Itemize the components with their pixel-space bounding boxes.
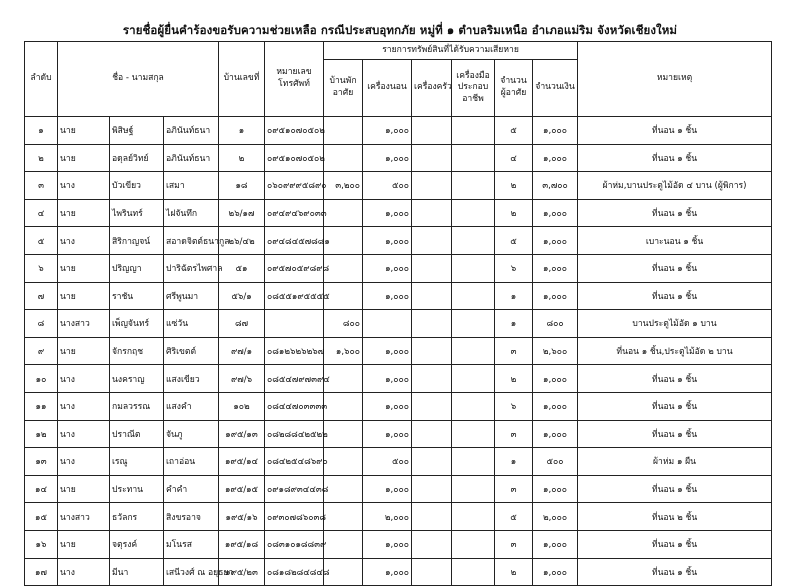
tools-damage — [452, 475, 495, 503]
bedding-damage: ๑,๐๐๐ — [363, 392, 412, 420]
header-remark: หมายเหตุ — [578, 42, 772, 117]
amount-value: ๑,๐๐๐ — [533, 144, 578, 172]
row-number: ๖ — [25, 254, 58, 282]
name-prefix: นาย — [58, 475, 110, 503]
first-name: อดุลย์วิทย์ — [110, 144, 164, 172]
name-prefix: นาง — [58, 172, 110, 200]
kitchen-damage — [412, 503, 452, 531]
remark: ที่นอน ๑ ชิ้น — [578, 117, 772, 145]
header-bedding: เครื่องนอน — [363, 60, 412, 117]
row-number: ๗ — [25, 282, 58, 310]
resident-count: ๓ — [495, 337, 533, 365]
row-number: ๑ — [25, 117, 58, 145]
kitchen-damage — [412, 227, 452, 255]
header-phone — [265, 42, 324, 117]
house-number: ๑๙๕/๑๕ — [219, 475, 265, 503]
amount-value: ๒,๖๐๐ — [533, 337, 578, 365]
phone-number: ๐๘๓๑๐๑๘๘๓๙ — [265, 530, 324, 558]
first-name: ธวัลกร — [110, 503, 164, 531]
last-name: ไฝจันทึก — [164, 199, 219, 227]
amount-value: ๓,๗๐๐ — [533, 172, 578, 200]
header-tools — [452, 60, 495, 117]
resident-count: ๖ — [495, 392, 533, 420]
name-prefix: นาง — [58, 448, 110, 476]
header-tools-line2: ประกอบ — [457, 82, 489, 93]
table-row — [25, 172, 772, 200]
remark: ที่นอน ๑ ชิ้น — [578, 475, 772, 503]
amount-value: ๑,๐๐๐ — [533, 254, 578, 282]
bedding-damage: ๑,๐๐๐ — [363, 227, 412, 255]
resident-count: ๒ — [495, 558, 533, 586]
kitchen-damage — [412, 337, 452, 365]
tools-damage — [452, 558, 495, 586]
remark: ที่นอน ๑ ชิ้น — [578, 365, 772, 393]
bedding-damage: ๕๐๐ — [363, 172, 412, 200]
table-row — [25, 365, 772, 393]
bedding-damage: ๑,๐๐๐ — [363, 254, 412, 282]
resident-count: ๑ — [495, 310, 533, 338]
last-name: เถาอ่อน — [164, 448, 219, 476]
tools-damage — [452, 144, 495, 172]
resident-count: ๔ — [495, 144, 533, 172]
tools-damage — [452, 254, 495, 282]
name-prefix: นาย — [58, 199, 110, 227]
remark: ที่นอน ๒ ชิ้น — [578, 503, 772, 531]
first-name: มีนา — [110, 558, 164, 586]
amount-value: ๑,๐๐๐ — [533, 365, 578, 393]
bedding-damage: ๕๐๐ — [363, 448, 412, 476]
house-number: ๒ — [219, 144, 265, 172]
row-number: ๓ — [25, 172, 58, 200]
house-number: ๙๗/๖ — [219, 365, 265, 393]
table-row — [25, 503, 772, 531]
kitchen-damage — [412, 448, 452, 476]
amount-value: ๑,๐๐๐ — [533, 392, 578, 420]
first-name: ปราณีต — [110, 420, 164, 448]
first-name: พิสิษฐ์ — [110, 117, 164, 145]
phone-number: ๐๙๕๑๐๗๐๕๐๒ — [265, 144, 324, 172]
phone-number: ๐๘๔๒๕๔๘๖๙๐ — [265, 448, 324, 476]
phone-number: ๐๘๔๔๗๐๓๓๓๓ — [265, 392, 324, 420]
table-row — [25, 337, 772, 365]
amount-value: ๒,๐๐๐ — [533, 503, 578, 531]
table-row — [25, 558, 772, 586]
table-row — [25, 254, 772, 282]
resident-count: ๑ — [495, 282, 533, 310]
header-house-no: บ้านเลขที่ — [219, 42, 265, 117]
row-number: ๑๓ — [25, 448, 58, 476]
table-row — [25, 310, 772, 338]
phone-number: ๐๙๓๐๗๘๖๐๓๘ — [265, 503, 324, 531]
last-name: ศรีพูนมา — [164, 282, 219, 310]
residence-damage — [324, 448, 363, 476]
remark: ที่นอน ๑ ชิ้น — [578, 392, 772, 420]
header-kitchen: เครื่องครัว — [412, 60, 452, 117]
house-number: ๑๙๕/๒๓ — [219, 558, 265, 586]
header-amount: จำนวนเงิน — [533, 60, 578, 117]
phone-number: ๐๘๑๘๒๘๔๘๔๘ — [265, 558, 324, 586]
last-name: อภินันท์ธนา — [164, 117, 219, 145]
residence-damage: ๓,๒๐๐ — [324, 172, 363, 200]
house-number: ๘๗ — [219, 310, 265, 338]
table-row — [25, 475, 772, 503]
phone-number: ๐๙๕๑๐๗๐๕๐๒ — [265, 117, 324, 145]
tools-damage — [452, 448, 495, 476]
first-name: เรณู — [110, 448, 164, 476]
bedding-damage: ๑,๐๐๐ — [363, 199, 412, 227]
amount-value: ๑,๐๐๐ — [533, 475, 578, 503]
row-number: ๑๔ — [25, 475, 58, 503]
tools-damage — [452, 530, 495, 558]
first-name: เพ็ญจันทร์ — [110, 310, 164, 338]
name-prefix: นาย — [58, 254, 110, 282]
kitchen-damage — [412, 365, 452, 393]
header-phone-line2: โทรศัพท์ — [278, 79, 310, 89]
header-damage-group: รายการทรัพย์สินที่ได้รับความเสียหาย — [324, 42, 578, 60]
house-number: ๕๑ — [219, 254, 265, 282]
amount-value: ๕๐๐ — [533, 448, 578, 476]
last-name: แสงคำ — [164, 392, 219, 420]
bedding-damage — [363, 310, 412, 338]
kitchen-damage — [412, 530, 452, 558]
name-prefix: นาย — [58, 144, 110, 172]
residence-damage — [324, 144, 363, 172]
header-tools-line1: เครื่องมือ — [456, 70, 490, 81]
remark: ผ้าห่ม ๑ ผืน — [578, 448, 772, 476]
residence-damage — [324, 254, 363, 282]
amount-value: ๑,๐๐๐ — [533, 530, 578, 558]
header-people-line1: จำนวน — [500, 76, 527, 87]
row-number: ๘ — [25, 310, 58, 338]
tools-damage — [452, 365, 495, 393]
first-name: สิริกาญจน์ — [110, 227, 164, 255]
phone-number: ๐๙๔๘๔๕๗๘๘๑ — [265, 227, 324, 255]
name-prefix: นาง — [58, 227, 110, 255]
row-number: ๔ — [25, 199, 58, 227]
kitchen-damage — [412, 144, 452, 172]
row-number: ๑๕ — [25, 503, 58, 531]
kitchen-damage — [412, 310, 452, 338]
house-number: ๒๖/๑๗ — [219, 199, 265, 227]
resident-count: ๓ — [495, 420, 533, 448]
last-name: เสนีวงศ์ ณ อยุธยา — [164, 558, 219, 586]
residence-damage — [324, 117, 363, 145]
resident-count: ๖ — [495, 254, 533, 282]
remark: ที่นอน ๑ ชิ้น — [578, 558, 772, 586]
table-row — [25, 117, 772, 145]
bedding-damage: ๑,๐๐๐ — [363, 558, 412, 586]
phone-number: ๐๘๕๕๑๙๕๕๕๕ — [265, 282, 324, 310]
row-number: ๑๖ — [25, 530, 58, 558]
header-people-line2: ผู้อาศัย — [500, 88, 527, 98]
header-people — [495, 60, 533, 117]
bedding-damage: ๑,๐๐๐ — [363, 420, 412, 448]
name-prefix: นาง — [58, 365, 110, 393]
house-number: ๑๐๒ — [219, 392, 265, 420]
phone-number: ๐๙๔๙๔๖๙๐๓๓ — [265, 199, 324, 227]
kitchen-damage — [412, 254, 452, 282]
amount-value: ๑,๐๐๐ — [533, 199, 578, 227]
remark: บานประตูไม้อัด ๑ บาน — [578, 310, 772, 338]
tools-damage — [452, 117, 495, 145]
table-row — [25, 199, 772, 227]
header-phone-line1: หมายเลข — [276, 67, 312, 78]
amount-value: ๑,๐๐๐ — [533, 420, 578, 448]
last-name: เสมา — [164, 172, 219, 200]
first-name: ไพรินทร์ — [110, 199, 164, 227]
remark: ที่นอน ๑ ชิ้น — [578, 254, 772, 282]
remark: ที่นอน ๑ ชิ้น — [578, 420, 772, 448]
house-number: ๑๘ — [219, 172, 265, 200]
last-name: สอาดจิตต์ธนากูล — [164, 227, 219, 255]
house-number: ๑๙๕/๑๓ — [219, 420, 265, 448]
last-name: แซ่วัน — [164, 310, 219, 338]
first-name: จตุรงค์ — [110, 530, 164, 558]
tools-damage — [452, 227, 495, 255]
header-residence-line2: อาศัย — [332, 88, 354, 98]
remark: เบาะนอน ๑ ชิ้น — [578, 227, 772, 255]
row-number: ๕ — [25, 227, 58, 255]
table-row — [25, 420, 772, 448]
table-row — [25, 530, 772, 558]
kitchen-damage — [412, 475, 452, 503]
table-row — [25, 448, 772, 476]
row-number: ๒ — [25, 144, 58, 172]
bedding-damage: ๑,๐๐๐ — [363, 282, 412, 310]
bedding-damage: ๑,๐๐๐ — [363, 530, 412, 558]
kitchen-damage — [412, 172, 452, 200]
residence-damage: ๘๐๐ — [324, 310, 363, 338]
house-number: ๒๖/๔๒ — [219, 227, 265, 255]
amount-value: ๑,๐๐๐ — [533, 558, 578, 586]
resident-count: ๕ — [495, 117, 533, 145]
name-prefix: นาง — [58, 392, 110, 420]
remark: ที่นอน ๑ ชิ้น — [578, 282, 772, 310]
name-prefix: นาย — [58, 117, 110, 145]
tools-damage — [452, 392, 495, 420]
residence-damage — [324, 392, 363, 420]
name-prefix: นาง — [58, 558, 110, 586]
kitchen-damage — [412, 282, 452, 310]
phone-number: ๐๙๑๘๙๓๔๔๓๘ — [265, 475, 324, 503]
bedding-damage: ๑,๐๐๐ — [363, 475, 412, 503]
amount-value: ๑,๐๐๐ — [533, 117, 578, 145]
tools-damage — [452, 282, 495, 310]
kitchen-damage — [412, 199, 452, 227]
last-name: มโนรส — [164, 530, 219, 558]
last-name: อภินันท์ธนา — [164, 144, 219, 172]
first-name: ปริญญา — [110, 254, 164, 282]
header-tools-line3: อาชีพ — [462, 93, 484, 104]
resident-count: ๕ — [495, 503, 533, 531]
table-row — [25, 144, 772, 172]
name-prefix: นาย — [58, 337, 110, 365]
tools-damage — [452, 199, 495, 227]
kitchen-damage — [412, 392, 452, 420]
name-prefix: นาย — [58, 282, 110, 310]
last-name: จันภู — [164, 420, 219, 448]
tools-damage — [452, 503, 495, 531]
residence-damage — [324, 503, 363, 531]
header-name: ชื่อ - นามสกุล — [58, 42, 219, 117]
remark: ที่นอน ๑ ชิ้น — [578, 530, 772, 558]
document-title: รายชื่อผู้ยื่นคำร้องขอรับความช่วยเหลือ กรณีประสบอุทกภัย หมู่ที่ ๑ ตำบลริมเหนือ อำเภอแม่ริม จังหวัดเชียงใหม่ — [122, 23, 678, 37]
house-number: ๙๗/๑ — [219, 337, 265, 365]
remark: ที่นอน ๑ ชิ้น — [578, 199, 772, 227]
phone-number: ๐๖๐๙๙๙๕๘๙๐ — [265, 172, 324, 200]
tools-damage — [452, 420, 495, 448]
first-name: ประทาน — [110, 475, 164, 503]
aid-request-table — [24, 41, 772, 586]
phone-number: ๐๙๕๗๐๕๙๘๙๘ — [265, 254, 324, 282]
first-name: นงคราญ — [110, 365, 164, 393]
table-body — [25, 117, 772, 586]
resident-count: ๓ — [495, 530, 533, 558]
name-prefix: นางสาว — [58, 310, 110, 338]
header-no: ลำดับ — [25, 42, 58, 117]
name-prefix: นางสาว — [58, 503, 110, 531]
header-residence — [324, 60, 363, 117]
bedding-damage: ๑,๐๐๐ — [363, 365, 412, 393]
first-name: ราชัน — [110, 282, 164, 310]
resident-count: ๒ — [495, 199, 533, 227]
resident-count: ๓ — [495, 475, 533, 503]
row-number: ๑๗ — [25, 558, 58, 586]
resident-count: ๑ — [495, 448, 533, 476]
table-row — [25, 392, 772, 420]
phone-number — [265, 310, 324, 338]
tools-damage — [452, 172, 495, 200]
phone-number: ๐๘๒๘๘๔๒๕๒๒ — [265, 420, 324, 448]
first-name: กมลวรรณ — [110, 392, 164, 420]
remark: ผ้าห่ม,บานประตูไม้อัด ๔ บาน (ผู้พิการ) — [578, 172, 772, 200]
house-number: ๑๙๕/๑๘ — [219, 530, 265, 558]
row-number: ๑๒ — [25, 420, 58, 448]
remark: ที่นอน ๑ ชิ้น — [578, 144, 772, 172]
house-number: ๑๙๕/๑๖ — [219, 503, 265, 531]
residence-damage — [324, 420, 363, 448]
house-number: ๑๙๕/๑๔ — [219, 448, 265, 476]
residence-damage — [324, 530, 363, 558]
name-prefix: นาย — [58, 530, 110, 558]
bedding-damage: ๑,๐๐๐ — [363, 144, 412, 172]
house-number: ๕๖/๑ — [219, 282, 265, 310]
phone-number: ๐๘๕๔๗๙๗๓๙๔ — [265, 365, 324, 393]
table-row — [25, 227, 772, 255]
last-name: สิงขรอาจ — [164, 503, 219, 531]
phone-number: ๐๘๑๒๖๒๖๒๖๗ — [265, 337, 324, 365]
kitchen-damage — [412, 558, 452, 586]
bedding-damage: ๒,๐๐๐ — [363, 503, 412, 531]
resident-count: ๕ — [495, 227, 533, 255]
amount-value: ๘๐๐ — [533, 310, 578, 338]
residence-damage: ๑,๖๐๐ — [324, 337, 363, 365]
amount-value: ๑,๐๐๐ — [533, 227, 578, 255]
residence-damage — [324, 475, 363, 503]
residence-damage — [324, 199, 363, 227]
remark: ที่นอน ๑ ชิ้น,ประตูไม้อัด ๒ บาน — [578, 337, 772, 365]
row-number: ๑๑ — [25, 392, 58, 420]
name-prefix: นาง — [58, 420, 110, 448]
resident-count: ๒ — [495, 172, 533, 200]
last-name: ศิริเขตต์ — [164, 337, 219, 365]
header-residence-line1: บ้านพัก — [329, 76, 357, 87]
last-name: คำคำ — [164, 475, 219, 503]
first-name: บัวเขียว — [110, 172, 164, 200]
kitchen-damage — [412, 420, 452, 448]
kitchen-damage — [412, 117, 452, 145]
table-row — [25, 282, 772, 310]
house-number: ๑ — [219, 117, 265, 145]
first-name: จักรกฤช — [110, 337, 164, 365]
resident-count: ๒ — [495, 365, 533, 393]
tools-damage — [452, 310, 495, 338]
row-number: ๑๐ — [25, 365, 58, 393]
tools-damage — [452, 337, 495, 365]
bedding-damage: ๑,๐๐๐ — [363, 337, 412, 365]
bedding-damage: ๑,๐๐๐ — [363, 117, 412, 145]
last-name: แสงเขียว — [164, 365, 219, 393]
amount-value: ๑,๐๐๐ — [533, 282, 578, 310]
last-name: ปาริฉัตรไพศาล — [164, 254, 219, 282]
row-number: ๙ — [25, 337, 58, 365]
